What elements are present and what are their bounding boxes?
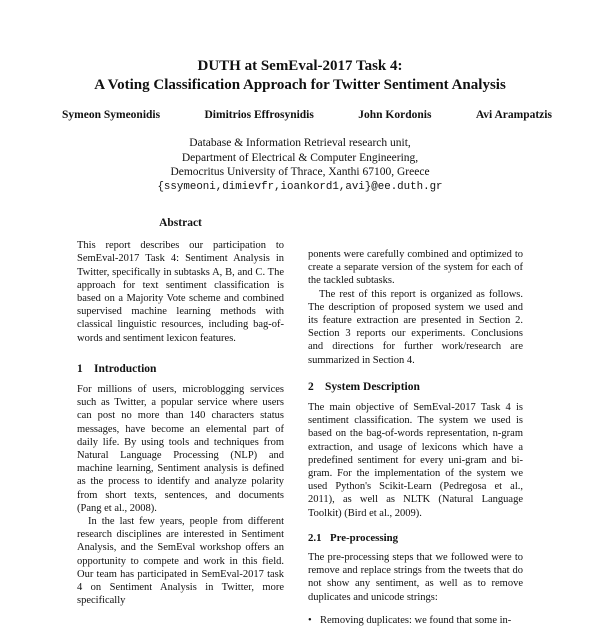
paragraph: For millions of users, microblogging services such as Twitter, a popular service where users can post no more than 140 characters status messages, have become an elemental part of daily life. By using tools and techniques from Natural Language Processing (NLP) and machine learning, Sentiment analysis is defined as the process to identify and analyze polarity from short texts, sentences, and documents (Pang et al., 2008). xyxy=(77,384,284,514)
section-heading-system-description xyxy=(308,381,523,394)
subsection-heading-preprocessing xyxy=(308,532,523,545)
author-name: Avi Arampatzis xyxy=(475,109,552,121)
paragraph: ponents were carefully combined and optimized to create a separate version of the system for each of the tackled subtasks. xyxy=(308,249,523,287)
affiliation-line: Department of Electrical & Computer Engineering, xyxy=(181,151,419,164)
bullet-item xyxy=(308,614,523,627)
author-list xyxy=(62,109,552,121)
author-name: Dimitrios Effrosynidis xyxy=(204,109,314,121)
author-name: John Kordonis xyxy=(358,109,432,121)
affiliation-line: Democritus University of Thrace, Xanthi 67100, Greece xyxy=(170,166,430,179)
left-column xyxy=(77,217,284,607)
bullet-dot-icon: • xyxy=(308,614,312,626)
subsection-title: Pre-processing xyxy=(330,531,398,544)
section-number: 2 xyxy=(308,380,314,393)
paragraph: The rest of this report is organized as follows. The description of proposed system we used and its feature extraction are presented in Section 2. Section 3 reports our experiments. Conclusions and directions for further work/research are summarized in Section 4. xyxy=(308,288,523,366)
paragraph: The pre-processing steps that we followed were to remove and replace strings from the tweets that do not show any sentiment, as well as to remove duplicates and unicode strings: xyxy=(308,552,523,603)
abstract-heading: Abstract xyxy=(159,217,202,229)
paper-title-line-2: A Voting Classification Approach for Twitter Sentiment Analysis xyxy=(94,77,506,93)
section-heading-introduction xyxy=(77,363,284,376)
section-title: System Description xyxy=(325,380,420,393)
section-title: Introduction xyxy=(94,362,157,375)
paragraph: In the last few years, people from different research disciplines are interested in Sentiment Analysis, and the SemEval workshop offers an opportunity to compete and work in this field. Our team has participated in SemEval-2017 task 4 on Sentiment Analysis in Twitter, more specifically xyxy=(77,516,284,607)
author-emails: {ssymeoni,dimievfr,ioankord1,avi}@ee.duth.gr xyxy=(157,180,443,193)
affiliation-line: Database & Information Retrieval research unit, xyxy=(189,137,411,149)
paragraph: The main objective of SemEval-2017 Task 4 is sentiment classification. The system we used is based on the bag-of-words representation, n-gram extraction, and usage of lexicons which have a predefined sentiment for every uni-gram and bi-gram. For the implementation of the system we used Python's Scikit-Learn (Pedregosa et al., 2011), as well as NLTK (Natural Language Toolkit) (Bird et al., 2009). xyxy=(308,402,523,519)
abstract-text: This report describes our participation to SemEval-2017 Task 4: Sentiment Analysis in Twitter, specifically in subtasks A, B, and C. The approach for text sentiment classification is based on a Majority Vote scheme and combined supervised machine learning methods with classical linguistic resources, including bag-of-words and sentiment lexicon features. xyxy=(77,240,284,344)
affiliation-block xyxy=(0,136,600,194)
section-number: 1 xyxy=(77,362,83,375)
right-column xyxy=(308,248,523,627)
paper-title-line-1: DUTH at SemEval-2017 Task 4: xyxy=(197,58,403,74)
subsection-number: 2.1 xyxy=(308,531,322,544)
author-name: Symeon Symeonidis xyxy=(62,109,161,121)
bullet-text: Removing duplicates: we found that some in- xyxy=(320,614,512,626)
